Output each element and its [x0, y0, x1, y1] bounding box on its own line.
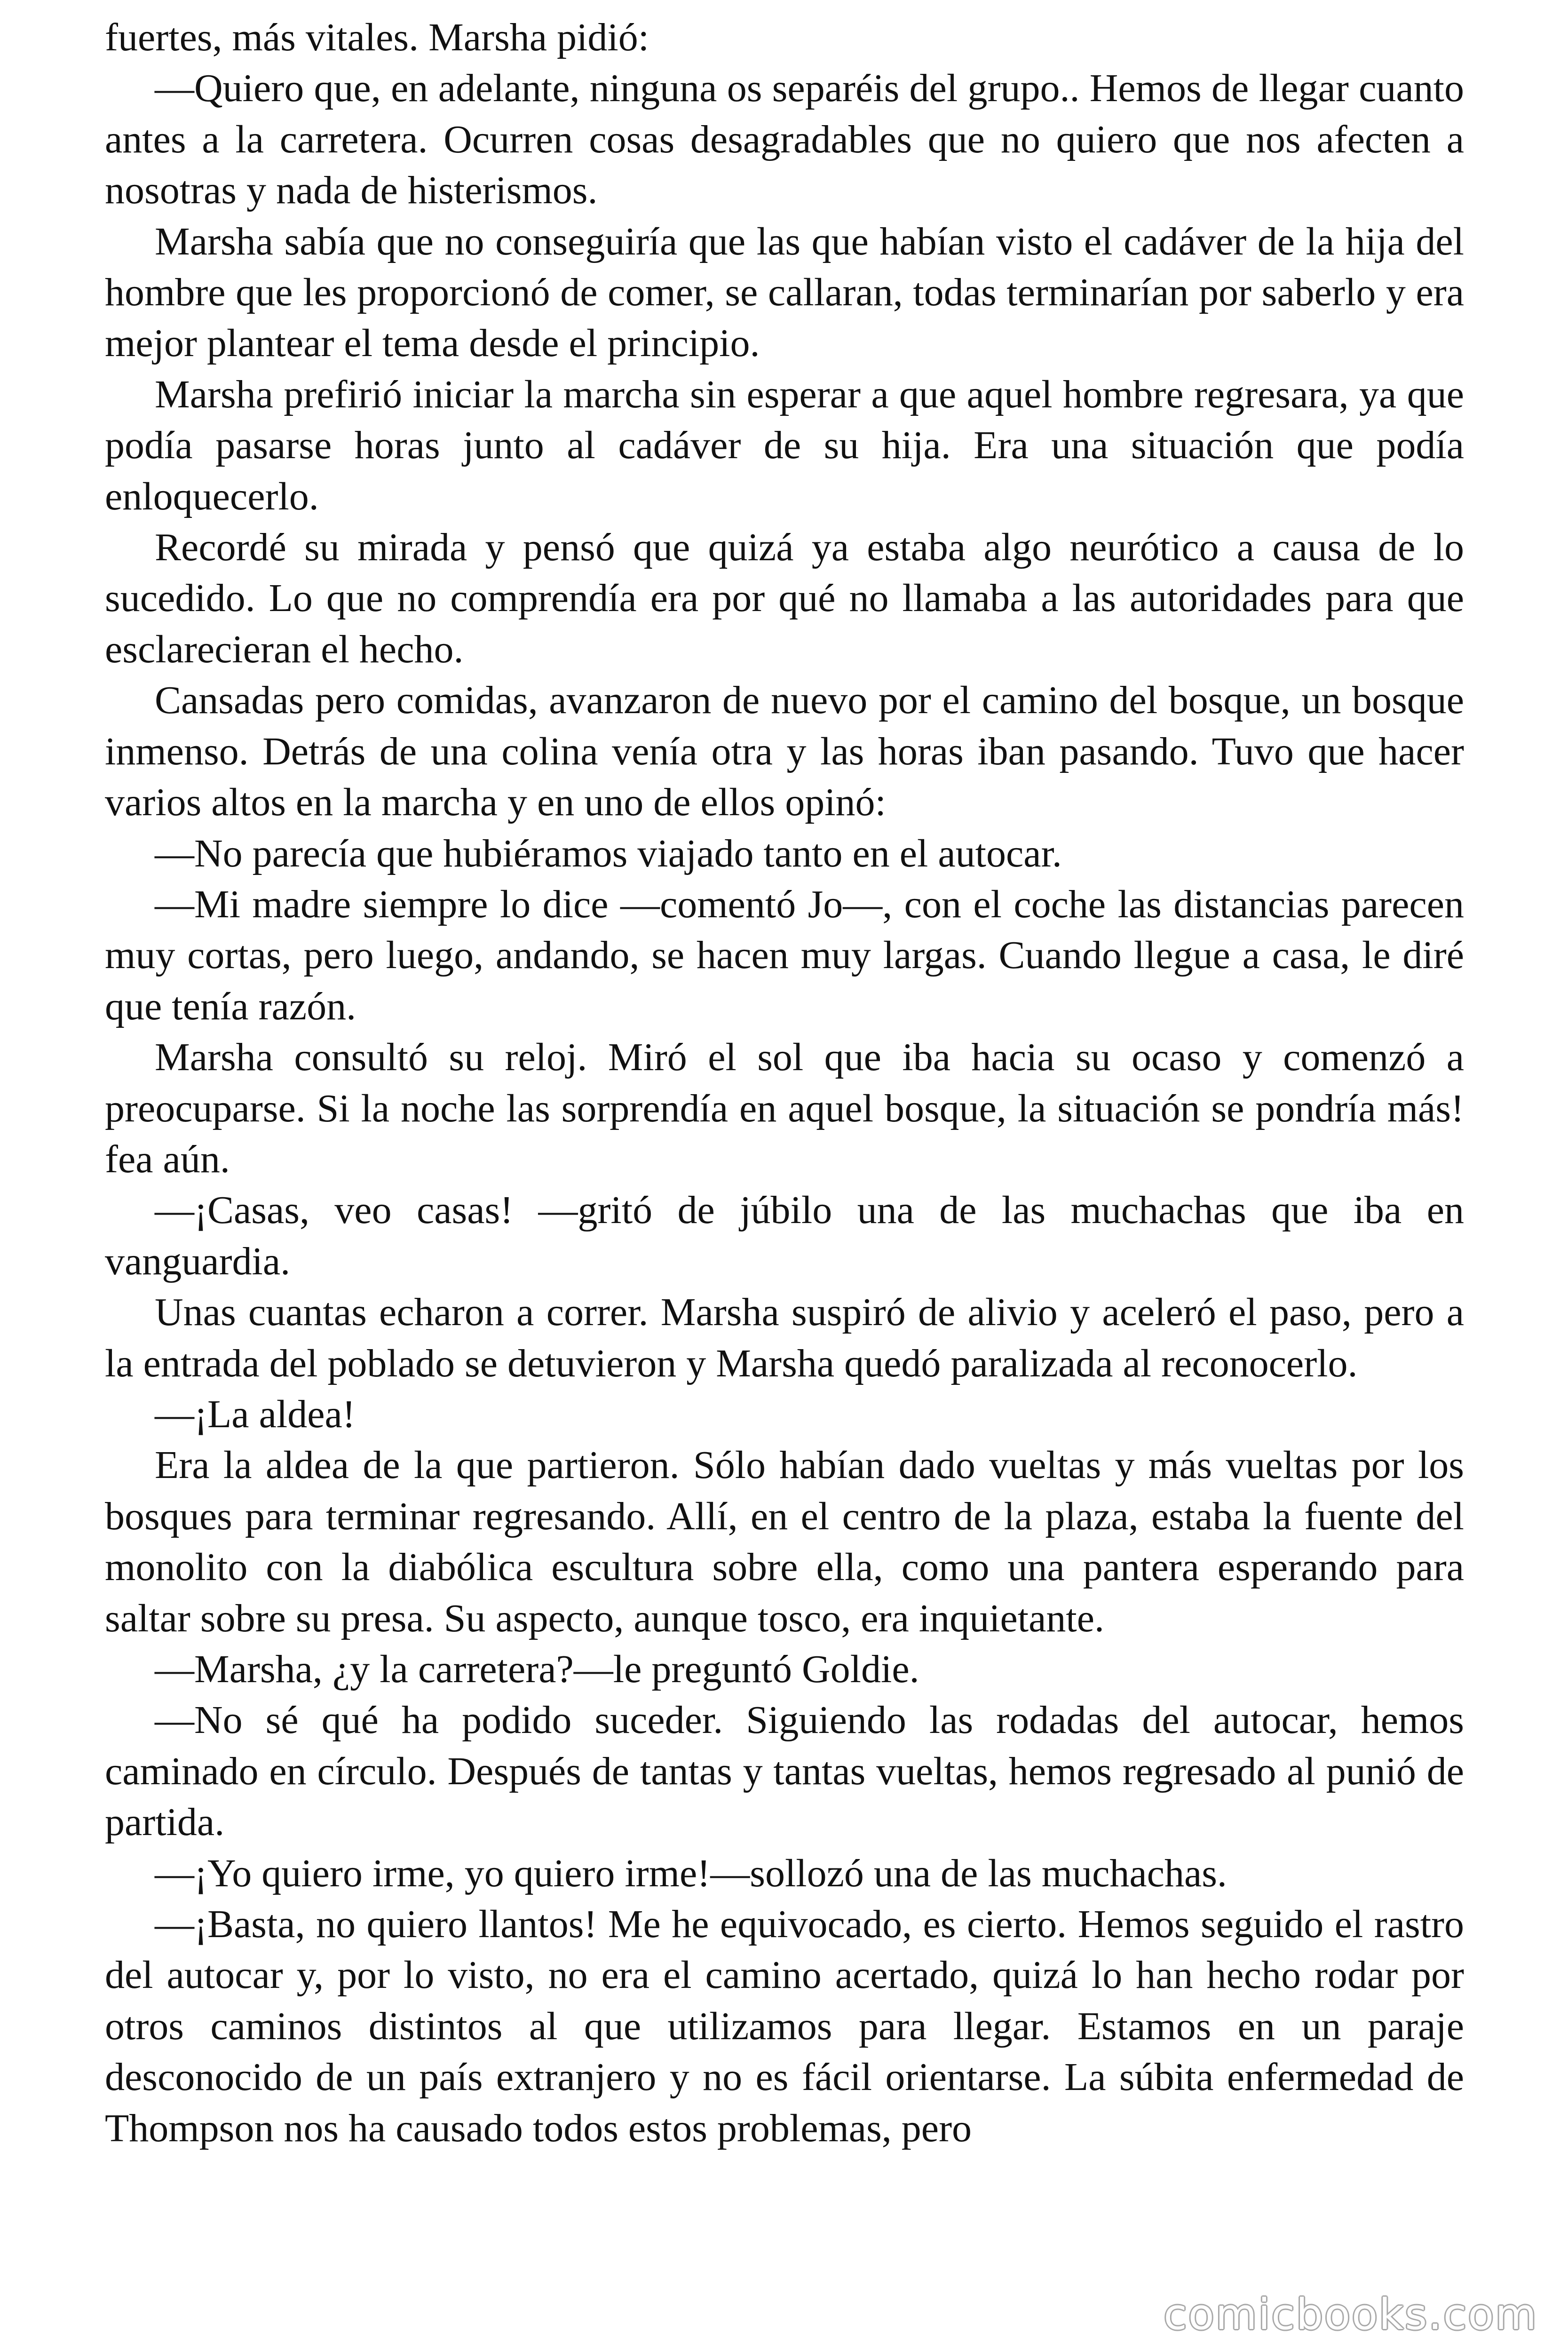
watermark: comicbooks.com: [1164, 2290, 1538, 2339]
paragraph-15: —No sé qué ha podido suceder. Siguiendo las rodadas del autocar, hemos caminado en círculo. Después de tantas y tantas vueltas, hemos regresado al punió de partida.: [105, 1698, 1464, 1844]
paragraph-13: Era la aldea de la que partieron. Sólo habían dado vueltas y más vueltas por los bosques para terminar regresando. Allí, en el centro de la plaza, estaba la fuente del monolito con la diabólica escultura sobre ella, como una pantera esperando para saltar sobre su presa. Su aspecto, aunque tosco, era inquietante.: [105, 1443, 1464, 1640]
paragraph-12: —¡La aldea!: [155, 1392, 356, 1436]
paragraph-9: Marsha consultó su reloj. Miró el sol que iba hacia su ocaso y comenzó a preocuparse. Si la noche las sorprendía en aquel bosque, la situación se pondría más! fea aún.: [105, 1035, 1464, 1181]
paragraph-8: —Mi madre siempre lo dice —comentó Jo—, con el coche las distancias parecen muy cortas, pero luego, andando, se hacen muy largas. Cuando llegue a casa, le diré que tenía razón.: [105, 882, 1464, 1028]
paragraph-5: Recordé su mirada y pensó que quizá ya estaba algo neurótico a causa de lo sucedido. Lo que no comprendía era por qué no llamaba a las autoridades para que esclarecieran el hecho.: [105, 525, 1464, 671]
paragraph-16: —¡Yo quiero irme, yo quiero irme!—sollozó una de las muchachas.: [155, 1851, 1227, 1895]
paragraph-3: Marsha sabía que no conseguiría que las que habían visto el cadáver de la hija del hombre que les proporcionó de comer, se callaran, todas terminarían por saberlo y era mejor plantear el tema desde el principio.: [105, 219, 1464, 366]
paragraph-14: —Marsha, ¿y la carretera?—le preguntó Goldie.: [155, 1647, 919, 1691]
paragraph-10: —¡Casas, veo casas! —gritó de júbilo una de las muchachas que iba en vanguardia.: [105, 1188, 1464, 1283]
paragraph-17: —¡Basta, no quiero llantos! Me he equivocado, es cierto. Hemos seguido el rastro del autocar y, por lo visto, no era el camino acertado, quizá lo han hecho rodar por otros caminos distintos al que utilizamos para llegar. Estamos en un paraje desconocido de un país extranjero y no es fácil orientarse. La súbita enfermedad de Thompson nos ha causado todos estos problemas, pero: [105, 1902, 1464, 2150]
paragraph-11: Unas cuantas echaron a correr. Marsha suspiró de alivio y aceleró el paso, pero a la entrada del poblado se detuvieron y Marsha quedó paralizada al reconocerlo.: [105, 1290, 1464, 1385]
paragraph-7: —No parecía que hubiéramos viajado tanto en el autocar.: [155, 831, 1062, 875]
paragraph-6: Cansadas pero comidas, avanzaron de nuevo por el camino del bosque, un bosque inmenso. Detrás de una colina venía otra y las horas iban pasando. Tuvo que hacer varios altos en la marcha y en uno de ellos opinó:: [105, 678, 1464, 825]
paragraph-4: Marsha prefirió iniciar la marcha sin esperar a que aquel hombre regresara, ya que podía pasarse horas junto al cadáver de su hija. Era una situación que podía enloquecerlo.: [105, 372, 1464, 518]
paragraph-2: —Quiero que, en adelante, ninguna os separéis del grupo.. Hemos de llegar cuanto antes a la carretera. Ocurren cosas desagradables que no quiero que nos afecten a nosotras y nada de histerismos.: [105, 66, 1464, 213]
paragraph-1: fuertes, más vitales. Marsha pidió:: [105, 16, 649, 59]
document-page: [105, 12, 1464, 2154]
